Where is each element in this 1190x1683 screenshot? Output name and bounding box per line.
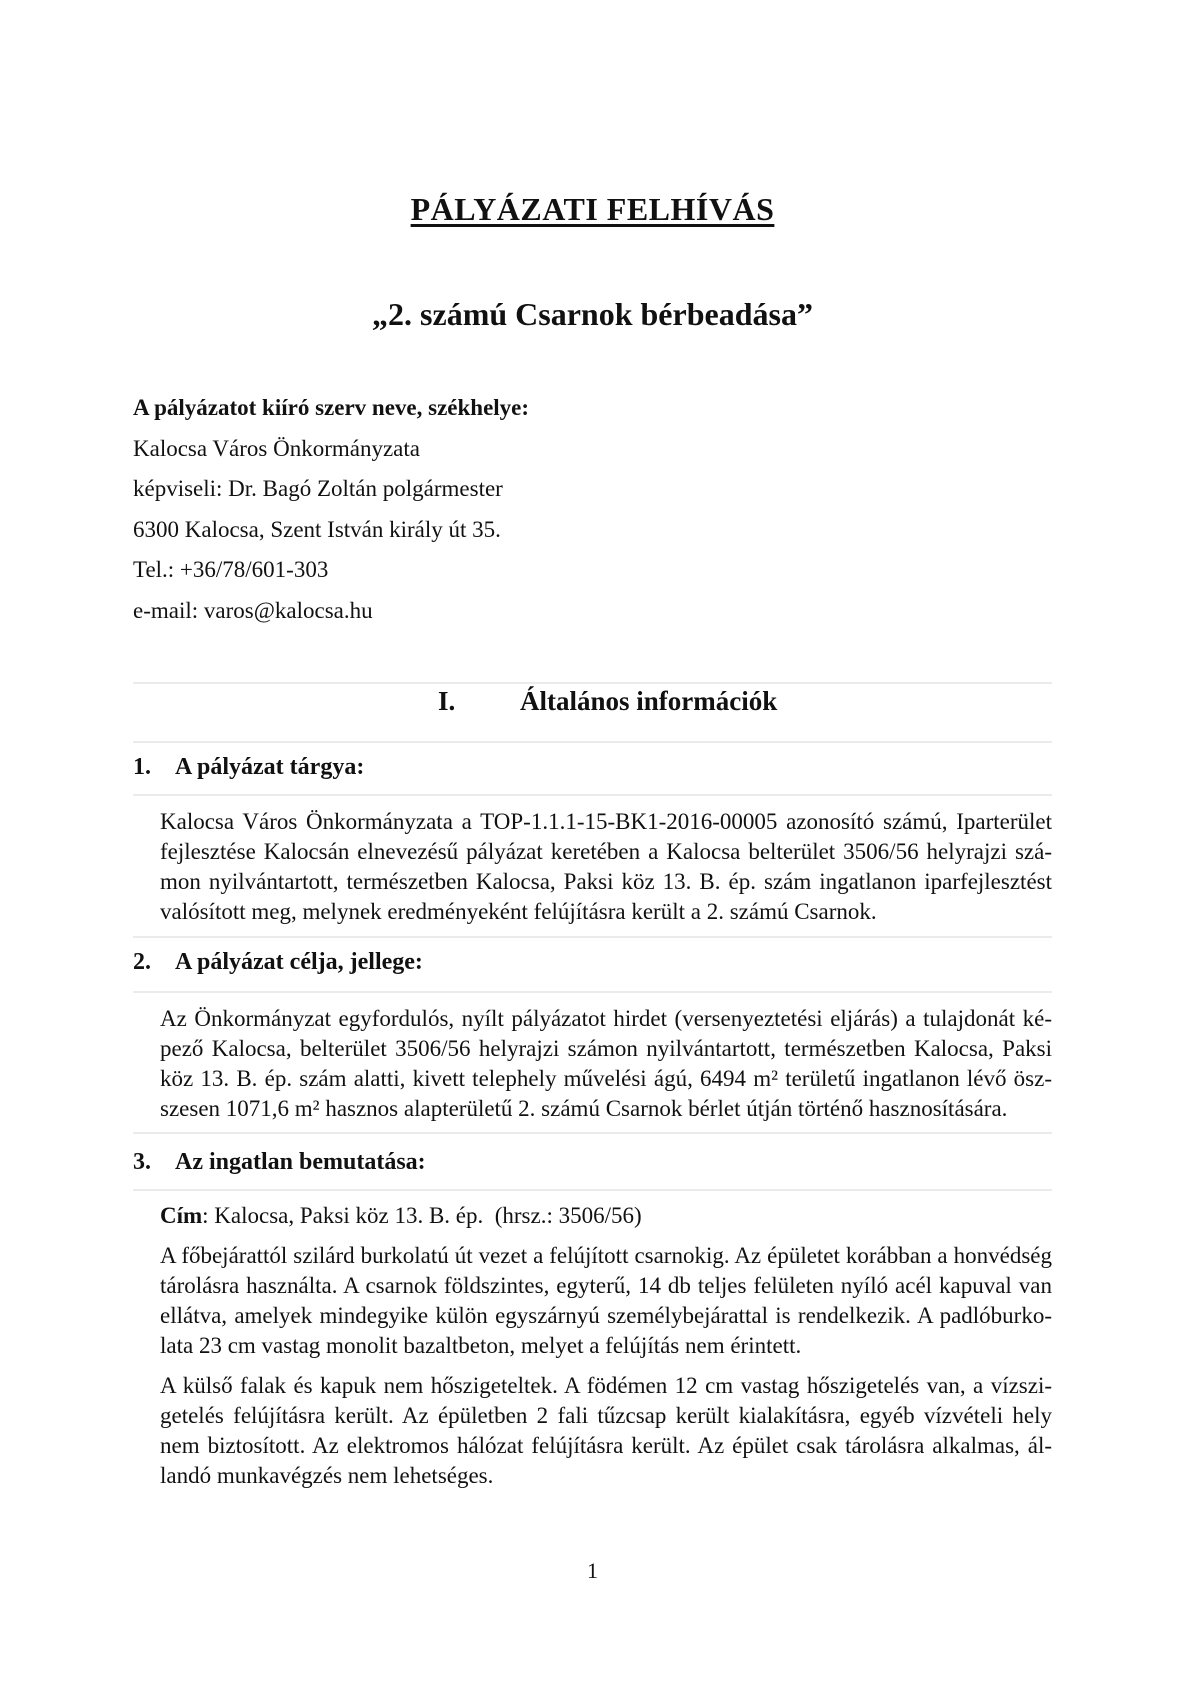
item-heading-label: A pályázat tárgya: [175,754,365,780]
paragraph-line: ellátva, amelyek mindegyike külön egyszárnyú személybejárattal is rendelkezik. A padlóburko- [160,1303,1052,1328]
document-subtitle: „2. számú Csarnok bérbeadása” [372,296,813,332]
heading-rule [133,991,1052,993]
issuer-address: 6300 Kalocsa, Szent István király út 35. [133,516,501,542]
issuer-heading: A pályázatot kiíró szerv neve, székhelye: [133,395,530,420]
heading-rule [133,1132,1052,1134]
section-heading [438,684,777,718]
section-numeral: I. [438,686,456,716]
item-heading-2 [133,947,423,977]
paragraph-line: szesen 1071,6 m² hasznos alapterületű 2. számú Csarnok bérlet útján történő hasznosítására. [160,1096,1008,1121]
paragraph-line: nem biztosított. Az elektromos hálózat felújításra került. Az épület csak tárolásra alkalmas, ál- [160,1433,1052,1458]
item-number: 2. [133,949,151,975]
heading-rule [133,1189,1052,1191]
item-heading-3 [133,1147,426,1177]
address-value: : Kalocsa, Paksi köz 13. B. ép. (hrsz.: 3506/56) [202,1203,642,1228]
page-number: 1 [587,1558,598,1583]
heading-rule [133,741,1052,743]
address-label: Cím [160,1203,203,1228]
paragraph-line: valósított meg, melynek eredményeként felújításra került a 2. számú Csarnok. [160,899,877,924]
paragraph-line: getelés felújításra került. Az épületben 2 fali tűzcsap került kialakításra, egyéb vízvételi hely [160,1403,1052,1428]
heading-rule [133,936,1052,938]
issuer-representative: képviseli: Dr. Bagó Zoltán polgármester [133,476,503,501]
paragraph-purpose [160,1004,1052,1124]
item-number: 3. [133,1149,151,1175]
paragraph-line: fejlesztése Kalocsán elnevezésű pályázat keretében a Kalocsa belterület 3506/56 helyrajzi szá- [160,839,1052,864]
paragraph-line: lata 23 cm vastag monolit bazaltbeton, melyet a felújítás nem érintett. [160,1333,802,1358]
paragraph-line: A főbejárattól szilárd burkolatú út vezet a felújított csarnokig. Az épületet korábban a honvédség [160,1243,1052,1268]
heading-rule [133,794,1052,796]
property-address-line [160,1201,1052,1231]
paragraph-line: pező Kalocsa, belterület 3506/56 helyrajzi számon nyilvántartott, természetben Kalocsa, Paksi [160,1036,1052,1061]
item-heading-1 [133,752,364,782]
issuer-block [133,388,1052,631]
paragraph-line: Kalocsa Város Önkormányzata a TOP-1.1.1-15-BK1-2016-00005 azonosító számú, Iparterület [160,809,1052,834]
item-heading-label: A pályázat célja, jellege: [175,949,423,975]
issuer-name: Kalocsa Város Önkormányzata [133,435,420,461]
paragraph-line: tárolásra használta. A csarnok földszintes, egyterű, 14 db teljes felületen nyíló acél kapuval van [160,1273,1052,1298]
section-title: Általános információk [520,686,778,716]
item-number: 1. [133,754,151,780]
item-heading-label: Az ingatlan bemutatása: [175,1149,426,1175]
issuer-email: e-mail: varos@kalocsa.hu [133,597,373,623]
paragraph-subject [160,807,1052,927]
paragraph-line: köz 13. B. ép. szám alatti, kivett telephely művelési ágú, 6494 m² területű ingatlanon lévő ösz- [160,1066,1052,1091]
paragraph-line: A külső falak és kapuk nem hőszigeteltek. A födémen 12 cm vastag hőszigetelés van, a vízszi- [160,1373,1052,1398]
paragraph-line: Az Önkormányzat egyfordulós, nyílt pályázatot hirdet (versenyeztetési eljárás) a tulajdonát ké- [160,1006,1052,1031]
paragraph-building [160,1241,1052,1361]
issuer-phone: Tel.: +36/78/601-303 [133,557,329,582]
document-title: PÁLYÁZATI FELHÍVÁS [410,191,775,227]
paragraph-line: mon nyilvántartott, természetben Kalocsa, Paksi köz 13. B. ép. szám ingatlanon iparfejlesztést [160,869,1052,894]
paragraph-condition [160,1371,1052,1491]
paragraph-line: landó munkavégzés nem lehetséges. [160,1463,494,1488]
